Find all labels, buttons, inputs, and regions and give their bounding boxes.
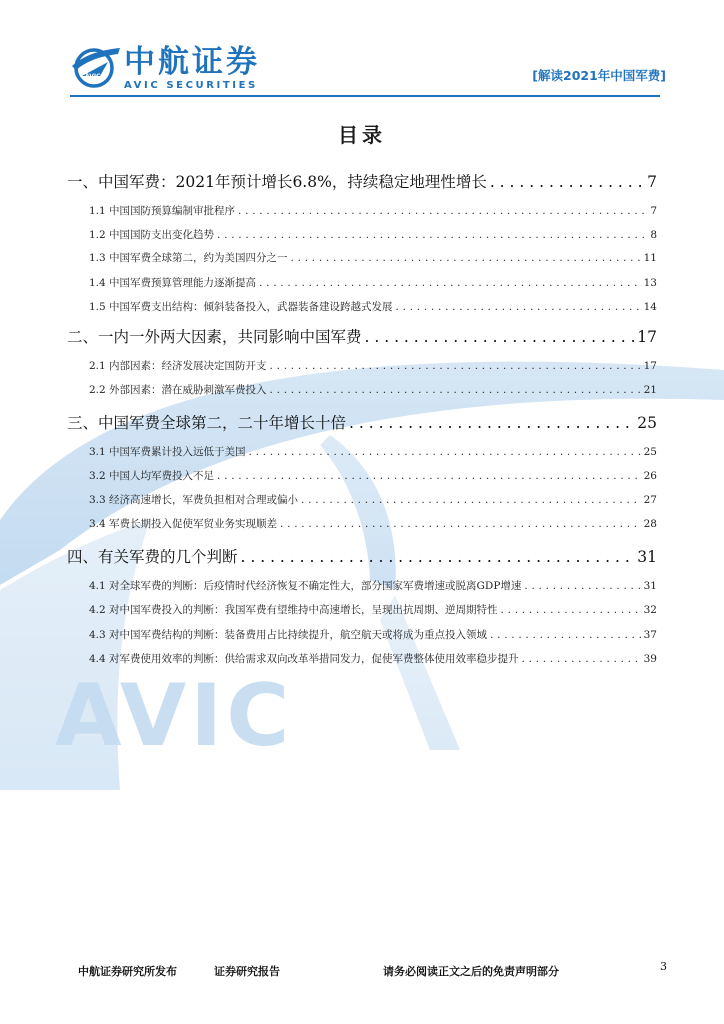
footer-publisher: 中航证券研究所发布 xyxy=(78,965,177,978)
page-footer xyxy=(0,960,724,984)
toc-leader-dots xyxy=(270,360,641,372)
toc-entry-text: 4.3 对中国军费结构的判断：装备费用占比持续提升，航空航天或将成为重点投入领域 xyxy=(89,629,488,641)
toc-title: 目录 xyxy=(338,123,386,147)
page-number: 3 xyxy=(660,960,667,973)
toc-section-entry[interactable] xyxy=(67,516,657,531)
toc-page-number: 17 xyxy=(637,328,657,346)
toc-chapter-entry[interactable] xyxy=(67,545,657,567)
toc-leader-dots xyxy=(490,173,644,191)
toc-section-entry[interactable] xyxy=(67,299,657,314)
toc-page-number: 37 xyxy=(643,629,657,641)
toc-entry-text: 三、中国军费全球第二，二十年增长十倍 xyxy=(67,414,347,432)
toc-section-entry[interactable] xyxy=(67,492,657,507)
watermark-text: AVIC xyxy=(55,666,294,766)
toc-page-number: 31 xyxy=(637,548,657,566)
toc-leader-dots xyxy=(270,384,641,396)
toc-section-entry[interactable] xyxy=(67,602,657,617)
toc-entry-text: 1.4 中国军费预算管理能力逐渐提高 xyxy=(89,277,257,289)
logo-chinese-name: 中航证券 xyxy=(124,44,260,80)
toc-entry-text: 2.1 内部因素：经济发展决定国防开支 xyxy=(89,360,267,372)
toc-leader-dots xyxy=(241,548,635,566)
toc-page-number: 25 xyxy=(643,446,657,458)
toc-section-entry[interactable] xyxy=(67,250,657,265)
toc-entry-text: 3.4 军费长期投入促使军贸业务实现顺差 xyxy=(89,518,278,530)
toc-chapter-entry[interactable] xyxy=(67,170,657,192)
toc-entry-text: 1.1 中国国防预算编制审批程序 xyxy=(89,205,236,217)
page-header xyxy=(0,0,724,100)
toc-page-number: 14 xyxy=(643,301,657,313)
toc-entry-text: 1.3 中国军费全球第二，约为美国四分之一 xyxy=(89,252,288,264)
toc-leader-dots xyxy=(238,205,647,217)
toc-leader-dots xyxy=(217,470,641,482)
toc-page-number: 28 xyxy=(643,518,657,530)
toc-leader-dots xyxy=(249,446,641,458)
toc-leader-dots xyxy=(501,604,641,616)
toc-page-number: 31 xyxy=(643,580,657,592)
toc-leader-dots xyxy=(291,252,641,264)
toc-entry-text: 1.5 中国军费支出结构：倾斜装备投入，武器装备建设跨越式发展 xyxy=(89,301,393,313)
toc-section-entry[interactable] xyxy=(67,382,657,397)
toc-entry-text: 二、一内一外两大因素，共同影响中国军费 xyxy=(67,328,362,346)
footer-disclaimer: 请务必阅读正文之后的免责声明部分 xyxy=(383,965,559,978)
toc-section-entry[interactable] xyxy=(67,203,657,218)
toc-page-number: 8 xyxy=(650,229,657,241)
toc-leader-dots xyxy=(396,301,641,313)
toc-leader-dots xyxy=(490,629,641,641)
toc-entry-text: 1.2 中国国防支出变化趋势 xyxy=(89,229,215,241)
toc-page-number: 11 xyxy=(643,252,657,264)
toc-entry-text: 4.4 对军费使用效率的判断：供给需求双向改革举措同发力，促使军费整体使用效率稳步提升 xyxy=(89,653,519,665)
toc-section-entry[interactable] xyxy=(67,275,657,290)
toc-entry-text: 4.2 对中国军费投入的判断：我国军费有望维持中高速增长，呈现出抗周期、逆周期特性 xyxy=(89,604,498,616)
toc-page-number: 27 xyxy=(643,494,657,506)
toc-page-number: 7 xyxy=(650,205,657,217)
toc-chapter-entry[interactable] xyxy=(67,325,657,347)
toc-section-entry[interactable] xyxy=(67,627,657,642)
toc-section-entry[interactable] xyxy=(67,227,657,242)
avic-logo-icon xyxy=(70,46,120,88)
toc-section-entry[interactable] xyxy=(67,358,657,373)
toc-chapter-entry[interactable] xyxy=(67,411,657,433)
toc-leader-dots xyxy=(349,414,634,432)
footer-report-type: 证券研究报告 xyxy=(214,965,280,978)
report-tag: [解读2021年中国军费] xyxy=(532,68,666,83)
toc-entry-text: 四、有关军费的几个判断 xyxy=(67,548,238,566)
toc-leader-dots xyxy=(259,277,641,289)
logo-mark-text: AVIC xyxy=(85,73,101,80)
toc-page-number: 17 xyxy=(643,360,657,372)
toc-page-number: 32 xyxy=(643,604,657,616)
toc-page-number: 26 xyxy=(643,470,657,482)
toc-entry-text: 一、中国军费：2021年预计增长6.8%，持续稳定地理性增长 xyxy=(67,173,487,191)
toc-entry-text: 4.1 对全球军费的判断：后疫情时代经济恢复不确定性大，部分国家军费增速或脱离GDP增速 xyxy=(89,580,522,592)
toc-leader-dots xyxy=(301,494,641,506)
toc-leader-dots xyxy=(522,653,641,665)
toc-entry-text: 3.3 经济高速增长，军费负担相对合理或偏小 xyxy=(89,494,299,506)
toc-page-number: 13 xyxy=(643,277,657,289)
toc-leader-dots xyxy=(280,518,641,530)
toc-section-entry[interactable] xyxy=(67,578,657,593)
toc-leader-dots xyxy=(217,229,647,241)
toc-entry-text: 2.2 外部因素：潜在威胁刺激军费投入 xyxy=(89,384,267,396)
toc-page-number: 25 xyxy=(637,414,657,432)
header-divider xyxy=(70,95,660,97)
toc-page-number: 21 xyxy=(643,384,657,396)
logo-english-name: AVIC SECURITIES xyxy=(124,80,258,91)
toc-section-entry[interactable] xyxy=(67,651,657,666)
toc-page-number: 39 xyxy=(643,653,657,665)
toc-leader-dots xyxy=(365,328,635,346)
toc-leader-dots xyxy=(524,580,640,592)
toc-section-entry[interactable] xyxy=(67,444,657,459)
toc-entry-text: 3.1 中国军费累计投入远低于美国 xyxy=(89,446,246,458)
toc-entry-text: 3.2 中国人均军费投入不足 xyxy=(89,470,215,482)
toc-section-entry[interactable] xyxy=(67,468,657,483)
toc-page-number: 7 xyxy=(647,173,657,191)
